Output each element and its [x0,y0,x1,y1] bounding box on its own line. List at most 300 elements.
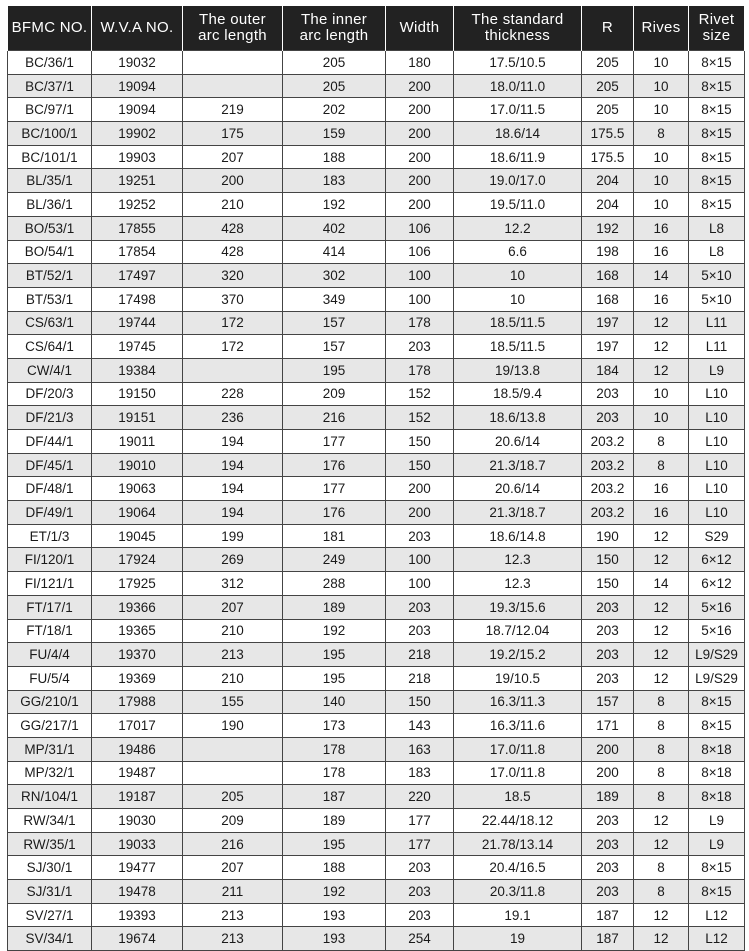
cell-rivet-size: L10 [689,430,745,454]
cell-standard-thickness: 18.0/11.0 [454,74,582,98]
cell-bfmc-no: RN/104/1 [8,785,92,809]
cell-standard-thickness: 19.1 [454,903,582,927]
cell-width: 183 [386,761,454,785]
cell-wva-no: 19094 [92,74,183,98]
cell-rives: 16 [634,501,689,525]
cell-rivet-size: S29 [689,524,745,548]
cell-inner-arc-length: 192 [283,880,386,904]
cell-wva-no: 19369 [92,666,183,690]
cell-width: 220 [386,785,454,809]
cell-r: 203.2 [582,477,634,501]
table-row [8,453,745,477]
cell-rivet-size: L10 [689,477,745,501]
cell-bfmc-no: RW/34/1 [8,809,92,833]
cell-wva-no: 19011 [92,430,183,454]
cell-outer-arc-length: 172 [183,335,283,359]
cell-rivet-size: 8×15 [689,51,745,75]
cell-inner-arc-length: 205 [283,74,386,98]
cell-outer-arc-length: 213 [183,903,283,927]
cell-bfmc-no: BC/37/1 [8,74,92,98]
cell-rivet-size: L8 [689,240,745,264]
table-row [8,98,745,122]
cell-r: 197 [582,335,634,359]
table-row [8,406,745,430]
cell-standard-thickness: 16.3/11.6 [454,714,582,738]
cell-standard-thickness: 18.6/13.8 [454,406,582,430]
cell-bfmc-no: CS/63/1 [8,311,92,335]
cell-r: 203.2 [582,501,634,525]
cell-rives: 8 [634,690,689,714]
cell-width: 203 [386,524,454,548]
table-row [8,927,745,951]
cell-rives: 12 [634,927,689,951]
cell-bfmc-no: SV/34/1 [8,927,92,951]
cell-outer-arc-length: 155 [183,690,283,714]
cell-standard-thickness: 12.2 [454,216,582,240]
cell-rivet-size: L10 [689,406,745,430]
cell-width: 152 [386,382,454,406]
cell-rivet-size: L9/S29 [689,643,745,667]
cell-width: 200 [386,145,454,169]
cell-standard-thickness: 17.5/10.5 [454,51,582,75]
cell-bfmc-no: FI/121/1 [8,572,92,596]
cell-wva-no: 19477 [92,856,183,880]
cell-bfmc-no: DF/44/1 [8,430,92,454]
cell-wva-no: 19010 [92,453,183,477]
cell-width: 163 [386,737,454,761]
cell-rivet-size: L12 [689,927,745,951]
cell-rives: 12 [634,524,689,548]
cell-rivet-size: L9/S29 [689,666,745,690]
cell-r: 168 [582,264,634,288]
header-width: Width [386,6,454,51]
cell-bfmc-no: GG/217/1 [8,714,92,738]
cell-rives: 8 [634,737,689,761]
table-row [8,714,745,738]
cell-bfmc-no: DF/49/1 [8,501,92,525]
cell-rivet-size: 8×15 [689,145,745,169]
cell-outer-arc-length: 194 [183,501,283,525]
cell-rives: 10 [634,193,689,217]
cell-inner-arc-length: 157 [283,335,386,359]
cell-rivet-size: L10 [689,382,745,406]
cell-wva-no: 19033 [92,832,183,856]
header-inner-arc-length: The inner arc length [283,6,386,51]
cell-bfmc-no: BC/100/1 [8,122,92,146]
cell-outer-arc-length: 194 [183,453,283,477]
cell-rives: 8 [634,761,689,785]
cell-standard-thickness: 19.5/11.0 [454,193,582,217]
cell-rivet-size: L12 [689,903,745,927]
cell-standard-thickness: 20.6/14 [454,430,582,454]
cell-width: 100 [386,264,454,288]
table-row [8,51,745,75]
cell-wva-no: 17925 [92,572,183,596]
cell-outer-arc-length: 207 [183,595,283,619]
cell-standard-thickness: 21.78/13.14 [454,832,582,856]
cell-wva-no: 19903 [92,145,183,169]
cell-standard-thickness: 20.6/14 [454,477,582,501]
cell-r: 189 [582,785,634,809]
cell-bfmc-no: BL/36/1 [8,193,92,217]
cell-bfmc-no: SV/27/1 [8,903,92,927]
header-standard-thickness: The standard thickness [454,6,582,51]
cell-inner-arc-length: 192 [283,619,386,643]
cell-rivet-size: 8×15 [689,690,745,714]
cell-wva-no: 19030 [92,809,183,833]
cell-standard-thickness: 19.0/17.0 [454,169,582,193]
cell-standard-thickness: 10 [454,287,582,311]
cell-r: 187 [582,903,634,927]
cell-bfmc-no: FT/18/1 [8,619,92,643]
cell-rivet-size: 8×15 [689,880,745,904]
cell-wva-no: 19252 [92,193,183,217]
cell-inner-arc-length: 188 [283,856,386,880]
table-header [8,6,745,51]
cell-wva-no: 19393 [92,903,183,927]
cell-standard-thickness: 18.5 [454,785,582,809]
table-row [8,809,745,833]
cell-r: 190 [582,524,634,548]
cell-r: 175.5 [582,122,634,146]
cell-bfmc-no: BC/101/1 [8,145,92,169]
header-r: R [582,6,634,51]
cell-r: 203 [582,643,634,667]
cell-rivet-size: L8 [689,216,745,240]
cell-width: 218 [386,666,454,690]
cell-standard-thickness: 18.6/14.8 [454,524,582,548]
cell-outer-arc-length: 428 [183,240,283,264]
cell-rivet-size: 5×16 [689,619,745,643]
cell-inner-arc-length: 349 [283,287,386,311]
cell-inner-arc-length: 193 [283,927,386,951]
table-row [8,335,745,359]
cell-outer-arc-length: 428 [183,216,283,240]
table-row [8,74,745,98]
cell-r: 203 [582,382,634,406]
cell-rives: 12 [634,335,689,359]
cell-width: 200 [386,122,454,146]
cell-wva-no: 19151 [92,406,183,430]
cell-rivet-size: L10 [689,501,745,525]
cell-r: 204 [582,169,634,193]
cell-inner-arc-length: 195 [283,832,386,856]
cell-bfmc-no: DF/48/1 [8,477,92,501]
cell-rives: 10 [634,406,689,430]
cell-inner-arc-length: 195 [283,666,386,690]
cell-r: 184 [582,358,634,382]
table-row [8,690,745,714]
cell-bfmc-no: BL/35/1 [8,169,92,193]
cell-rives: 12 [634,595,689,619]
cell-standard-thickness: 18.6/14 [454,122,582,146]
cell-width: 180 [386,51,454,75]
table-row [8,903,745,927]
cell-r: 205 [582,74,634,98]
cell-standard-thickness: 16.3/11.3 [454,690,582,714]
cell-outer-arc-length: 213 [183,927,283,951]
cell-rivet-size: 8×18 [689,761,745,785]
cell-inner-arc-length: 195 [283,643,386,667]
cell-width: 203 [386,903,454,927]
cell-rivet-size: 8×15 [689,193,745,217]
cell-width: 177 [386,809,454,833]
cell-inner-arc-length: 173 [283,714,386,738]
table-row [8,595,745,619]
table-row [8,169,745,193]
cell-wva-no: 17017 [92,714,183,738]
cell-rivet-size: 5×10 [689,264,745,288]
cell-width: 200 [386,501,454,525]
cell-rives: 16 [634,287,689,311]
cell-inner-arc-length: 192 [283,193,386,217]
cell-rives: 10 [634,98,689,122]
cell-rives: 12 [634,619,689,643]
cell-outer-arc-length: 190 [183,714,283,738]
cell-width: 152 [386,406,454,430]
cell-wva-no: 17854 [92,240,183,264]
cell-width: 150 [386,453,454,477]
cell-r: 192 [582,216,634,240]
cell-wva-no: 19251 [92,169,183,193]
cell-bfmc-no: DF/20/3 [8,382,92,406]
cell-inner-arc-length: 414 [283,240,386,264]
cell-inner-arc-length: 189 [283,809,386,833]
cell-bfmc-no: FU/4/4 [8,643,92,667]
cell-outer-arc-length: 213 [183,643,283,667]
rivet-lining-spec-table [7,6,745,951]
cell-wva-no: 19187 [92,785,183,809]
table-row [8,311,745,335]
cell-r: 171 [582,714,634,738]
cell-width: 177 [386,832,454,856]
cell-outer-arc-length: 228 [183,382,283,406]
cell-inner-arc-length: 288 [283,572,386,596]
cell-wva-no: 19745 [92,335,183,359]
cell-rives: 10 [634,169,689,193]
cell-bfmc-no: DF/21/3 [8,406,92,430]
cell-rivet-size: L11 [689,335,745,359]
cell-rivet-size: 8×18 [689,737,745,761]
cell-standard-thickness: 17.0/11.8 [454,737,582,761]
cell-width: 203 [386,595,454,619]
cell-rives: 8 [634,714,689,738]
cell-r: 203 [582,809,634,833]
cell-rivet-size: 8×15 [689,98,745,122]
cell-inner-arc-length: 195 [283,358,386,382]
cell-wva-no: 19744 [92,311,183,335]
cell-standard-thickness: 18.5/11.5 [454,335,582,359]
cell-outer-arc-length: 210 [183,619,283,643]
cell-outer-arc-length: 199 [183,524,283,548]
cell-rives: 8 [634,785,689,809]
cell-standard-thickness: 6.6 [454,240,582,264]
cell-wva-no: 19063 [92,477,183,501]
cell-bfmc-no: FU/5/4 [8,666,92,690]
cell-width: 143 [386,714,454,738]
cell-r: 203 [582,832,634,856]
cell-width: 200 [386,193,454,217]
cell-wva-no: 19370 [92,643,183,667]
cell-standard-thickness: 10 [454,264,582,288]
spec-table-container [7,6,744,951]
cell-rives: 12 [634,358,689,382]
cell-wva-no: 19674 [92,927,183,951]
cell-width: 100 [386,548,454,572]
cell-inner-arc-length: 176 [283,501,386,525]
cell-bfmc-no: BO/54/1 [8,240,92,264]
cell-outer-arc-length: 219 [183,98,283,122]
cell-rivet-size: L9 [689,832,745,856]
cell-width: 106 [386,216,454,240]
cell-inner-arc-length: 178 [283,737,386,761]
cell-bfmc-no: BO/53/1 [8,216,92,240]
cell-bfmc-no: RW/35/1 [8,832,92,856]
table-row [8,737,745,761]
cell-rives: 8 [634,453,689,477]
cell-bfmc-no: MP/31/1 [8,737,92,761]
cell-outer-arc-length: 370 [183,287,283,311]
cell-width: 200 [386,477,454,501]
table-row [8,643,745,667]
cell-inner-arc-length: 402 [283,216,386,240]
cell-rives: 8 [634,880,689,904]
table-row [8,856,745,880]
cell-width: 200 [386,98,454,122]
cell-outer-arc-length: 216 [183,832,283,856]
cell-bfmc-no: MP/32/1 [8,761,92,785]
cell-outer-arc-length: 209 [183,809,283,833]
cell-standard-thickness: 21.3/18.7 [454,453,582,477]
table-row [8,264,745,288]
cell-rivet-size: 8×15 [689,169,745,193]
cell-r: 200 [582,737,634,761]
cell-bfmc-no: FI/120/1 [8,548,92,572]
header-rivet-size: Rivet size [689,6,745,51]
cell-rives: 8 [634,856,689,880]
cell-rivet-size: 8×15 [689,856,745,880]
cell-r: 200 [582,761,634,785]
cell-outer-arc-length: 194 [183,477,283,501]
table-row [8,666,745,690]
table-body [8,51,745,951]
cell-r: 203 [582,595,634,619]
cell-rives: 12 [634,809,689,833]
cell-r: 150 [582,548,634,572]
cell-wva-no: 17988 [92,690,183,714]
cell-bfmc-no: GG/210/1 [8,690,92,714]
cell-width: 218 [386,643,454,667]
cell-wva-no: 17855 [92,216,183,240]
cell-outer-arc-length: 175 [183,122,283,146]
cell-inner-arc-length: 159 [283,122,386,146]
cell-rives: 10 [634,145,689,169]
cell-inner-arc-length: 177 [283,477,386,501]
cell-r: 204 [582,193,634,217]
table-row [8,524,745,548]
cell-outer-arc-length: 236 [183,406,283,430]
cell-standard-thickness: 19.3/15.6 [454,595,582,619]
cell-inner-arc-length: 187 [283,785,386,809]
cell-r: 203 [582,880,634,904]
cell-rives: 12 [634,832,689,856]
cell-outer-arc-length [183,737,283,761]
cell-standard-thickness: 22.44/18.12 [454,809,582,833]
cell-rives: 8 [634,430,689,454]
cell-outer-arc-length [183,358,283,382]
cell-rives: 16 [634,216,689,240]
cell-rives: 16 [634,477,689,501]
cell-inner-arc-length: 216 [283,406,386,430]
table-row [8,216,745,240]
cell-wva-no: 19150 [92,382,183,406]
cell-inner-arc-length: 140 [283,690,386,714]
cell-rivet-size: 5×10 [689,287,745,311]
cell-width: 178 [386,311,454,335]
cell-rives: 10 [634,74,689,98]
cell-standard-thickness: 19/13.8 [454,358,582,382]
cell-r: 175.5 [582,145,634,169]
cell-bfmc-no: DF/45/1 [8,453,92,477]
cell-inner-arc-length: 193 [283,903,386,927]
cell-rivet-size: 8×15 [689,122,745,146]
cell-bfmc-no: SJ/31/1 [8,880,92,904]
cell-rives: 8 [634,122,689,146]
cell-rives: 12 [634,903,689,927]
header-outer-arc-length: The outer arc length [183,6,283,51]
table-row [8,880,745,904]
cell-rivet-size: 5×16 [689,595,745,619]
cell-r: 157 [582,690,634,714]
cell-standard-thickness: 19.2/15.2 [454,643,582,667]
cell-bfmc-no: BC/36/1 [8,51,92,75]
cell-bfmc-no: ET/1/3 [8,524,92,548]
cell-outer-arc-length: 269 [183,548,283,572]
cell-width: 203 [386,856,454,880]
cell-bfmc-no: BC/97/1 [8,98,92,122]
cell-rivet-size: L11 [689,311,745,335]
table-row [8,501,745,525]
cell-r: 168 [582,287,634,311]
cell-bfmc-no: BT/53/1 [8,287,92,311]
cell-wva-no: 19486 [92,737,183,761]
cell-outer-arc-length [183,761,283,785]
cell-rivet-size: L9 [689,809,745,833]
cell-inner-arc-length: 178 [283,761,386,785]
cell-rivet-size: 8×15 [689,74,745,98]
cell-rives: 12 [634,666,689,690]
cell-wva-no: 19366 [92,595,183,619]
table-row [8,572,745,596]
table-row [8,240,745,264]
cell-rives: 12 [634,548,689,572]
cell-standard-thickness: 19/10.5 [454,666,582,690]
cell-outer-arc-length: 312 [183,572,283,596]
cell-rives: 10 [634,51,689,75]
cell-inner-arc-length: 183 [283,169,386,193]
cell-standard-thickness: 17.0/11.8 [454,761,582,785]
cell-width: 203 [386,335,454,359]
cell-outer-arc-length: 210 [183,193,283,217]
cell-bfmc-no: CS/64/1 [8,335,92,359]
cell-wva-no: 19478 [92,880,183,904]
table-row [8,145,745,169]
cell-rivet-size: 6×12 [689,548,745,572]
table-row [8,430,745,454]
cell-rivet-size: L10 [689,453,745,477]
table-row [8,477,745,501]
cell-outer-arc-length [183,51,283,75]
